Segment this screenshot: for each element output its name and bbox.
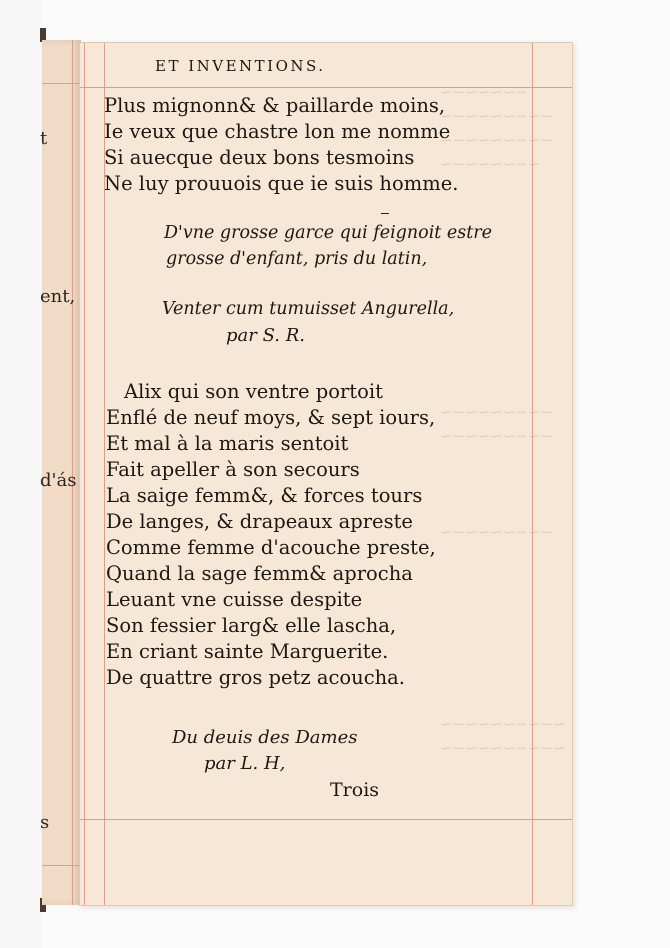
verse-line: Ne luy prouuois que ie suis homme. xyxy=(104,172,459,195)
show-through-text: ~~~~~~~~ xyxy=(440,155,541,173)
poem-author: par S. R. xyxy=(226,325,305,346)
poem-heading: grosse d'enfant, pris du latin, xyxy=(166,249,428,269)
poem-subheading: Venter cum tumuisset Angurella, xyxy=(162,299,455,319)
background-margin xyxy=(0,0,42,948)
verse-line: Son fessier larg& elle lascha, xyxy=(106,614,397,637)
verse-line: Plus mignonn& & paillarde moins, xyxy=(104,94,446,117)
printers-mark xyxy=(381,213,389,214)
show-through-text: ~~~~~~~ xyxy=(440,83,528,101)
show-through-text: ~~~~~~~~~ xyxy=(440,403,554,421)
verse-line: En criant sainte Marguerite. xyxy=(106,640,389,663)
poem-heading: Du deuis des Dames xyxy=(172,727,358,748)
show-through-text: ~~~~~~~~~ xyxy=(440,107,554,125)
show-through-text: ~~~~~~~~~ xyxy=(440,523,554,541)
left-page-fragment: s xyxy=(40,812,50,833)
verse-line: Et mal à la maris sentoit xyxy=(106,432,349,455)
verse-line: La saige femm&, & forces tours xyxy=(106,484,423,507)
verse-line: Alix qui son ventre portoit xyxy=(124,380,383,403)
verse-line: Enflé de neuf moys, & sept iours, xyxy=(106,406,436,429)
show-through-text: ~~~~~~~~~ xyxy=(440,427,554,445)
show-through-text: ~~~~~~~~~ xyxy=(440,131,554,149)
verse-line: Leuant vne cuisse despite xyxy=(106,588,363,611)
verse-line: Fait apeller à son secours xyxy=(106,458,360,481)
poem-heading: D'vne grosse garce qui feignoit estre xyxy=(164,223,492,243)
show-through-text: ~~~~~~~~~~ xyxy=(440,715,566,733)
catchword: Trois xyxy=(330,779,380,801)
verse-line: Ie veux que chastre lon me nomme xyxy=(104,120,451,143)
verse-line: De quattre gros petz acoucha. xyxy=(106,666,406,689)
verse-line: De langes, & drapeaux apreste xyxy=(106,510,413,533)
left-page-fragment: t xyxy=(40,128,48,149)
verse-line: Si auecque deux bons tesmoins xyxy=(104,146,415,169)
running-head: ET INVENTIONS. xyxy=(155,57,326,75)
verse-line: Comme femme d'acouche preste, xyxy=(106,536,436,559)
left-page-fragment: ent, xyxy=(40,286,76,307)
left-page-fragment: d'ás xyxy=(40,470,77,491)
poem-author: par L. H, xyxy=(204,753,286,774)
right-page xyxy=(79,42,573,906)
show-through-text: ~~~~~~~~~~ xyxy=(440,739,566,757)
verse-line: Quand la sage femm& aprocha xyxy=(106,562,413,585)
